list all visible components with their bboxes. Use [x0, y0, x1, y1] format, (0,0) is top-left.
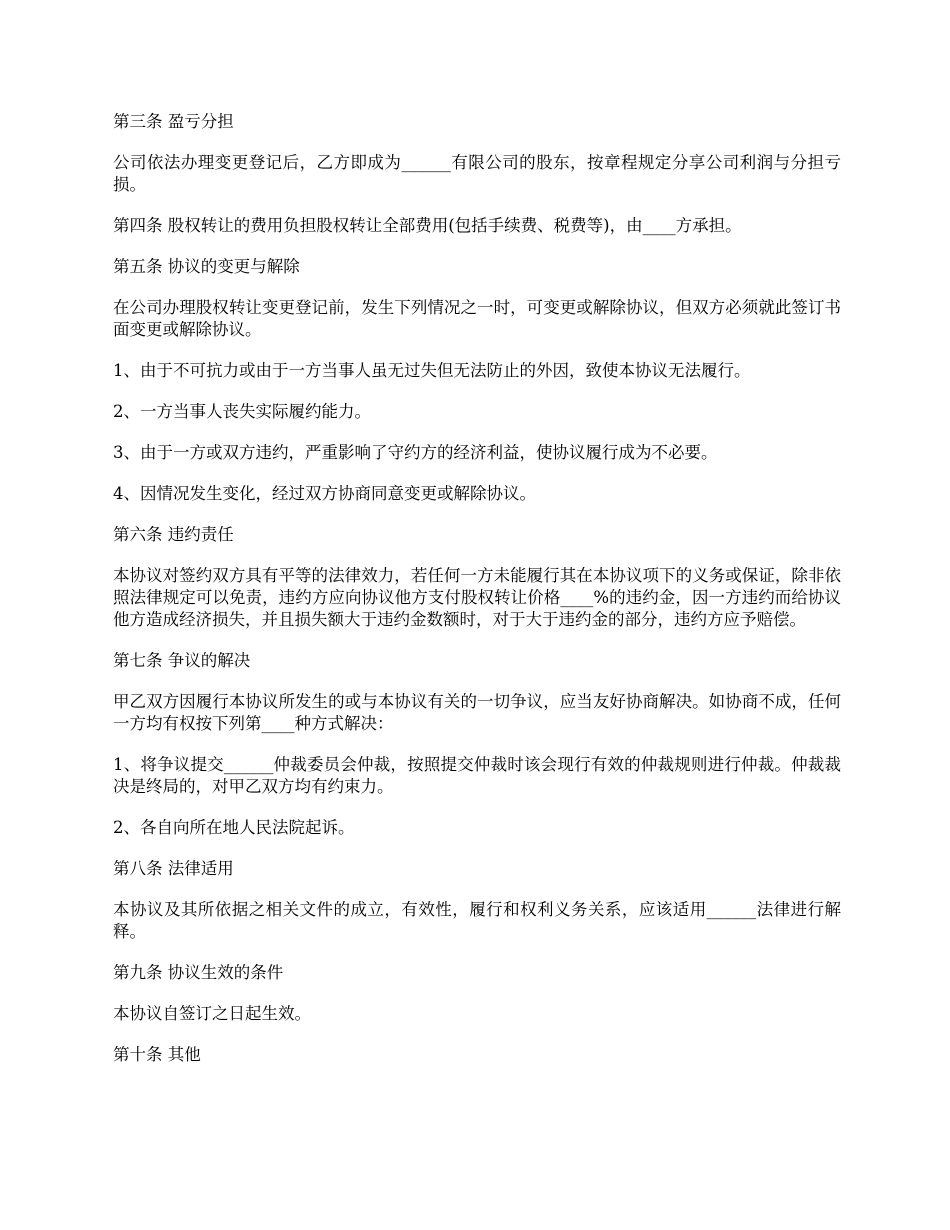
paragraph-article-7-body: 甲乙双方因履行本协议所发生的或与本协议有关的一切争议，应当友好协商解决。如协商不成，任何一方均有权按下列第____种方式解决：: [113, 692, 841, 733]
paragraph-article-9-body: 本协议自签订之日起生效。: [113, 1004, 311, 1023]
paragraph-article-6-body: 本协议对签约双方具有平等的法律效力，若任何一方未能履行其在本协议项下的义务或保证，除非依照法律规定可以免责，违约方应向协议他方支付股权转让价格____%的违约金，因一方违约而给协议他方造成经济损失，并且损失额大于违约金数额时，对于大于违约金的部分，违约方应予赔偿。: [113, 566, 841, 629]
list-item-article-7-2: 2、各自向所在地人民法院起诉。: [113, 818, 355, 837]
heading-article-3: 第三条 盈亏分担: [113, 112, 234, 131]
document-body: [113, 111, 841, 1085]
paragraph-article-4: 第四条 股权转让的费用负担股权转让全部费用(包括手续费、税费等)，由____方承担。: [113, 216, 742, 235]
heading-article-6: 第六条 违约责任: [113, 525, 234, 544]
paragraph-article-3-body: 公司依法办理变更登记后，乙方即成为______有限公司的股东，按章程规定分享公司利润与分担亏损。: [113, 153, 841, 194]
heading-article-5: 第五条 协议的变更与解除: [113, 257, 300, 276]
list-item-article-5-2: 2、一方当事人丧失实际履约能力。: [113, 402, 371, 421]
paragraph-article-5-body: 在公司办理股权转让变更登记前，发生下列情况之一时，可变更或解除协议，但双方必须就此签订书面变更或解除协议。: [113, 298, 841, 339]
list-item-article-7-1: 1、将争议提交______仲裁委员会仲裁，按照提交仲裁时该会现行有效的仲裁规则进行仲裁。仲裁裁决是终局的，对甲乙双方均有约束力。: [113, 755, 841, 796]
heading-article-9: 第九条 协议生效的条件: [113, 963, 284, 982]
list-item-article-5-1: 1、由于不可抗力或由于一方当事人虽无过失但无法防止的外因，致使本协议无法履行。: [113, 361, 751, 380]
paragraph-article-8-body: 本协议及其所依据之相关文件的成立，有效性，履行和权利义务关系，应该适用______法律进行解释。: [113, 900, 841, 941]
heading-article-8: 第八条 法律适用: [113, 859, 234, 878]
heading-article-10: 第十条 其他: [113, 1045, 201, 1064]
list-item-article-5-4: 4、因情况发生变化，经过双方协商同意变更或解除协议。: [113, 484, 536, 503]
list-item-article-5-3: 3、由于一方或双方违约，严重影响了守约方的经济利益，使协议履行成为不必要。: [113, 443, 718, 462]
heading-article-7: 第七条 争议的解决: [113, 651, 251, 670]
